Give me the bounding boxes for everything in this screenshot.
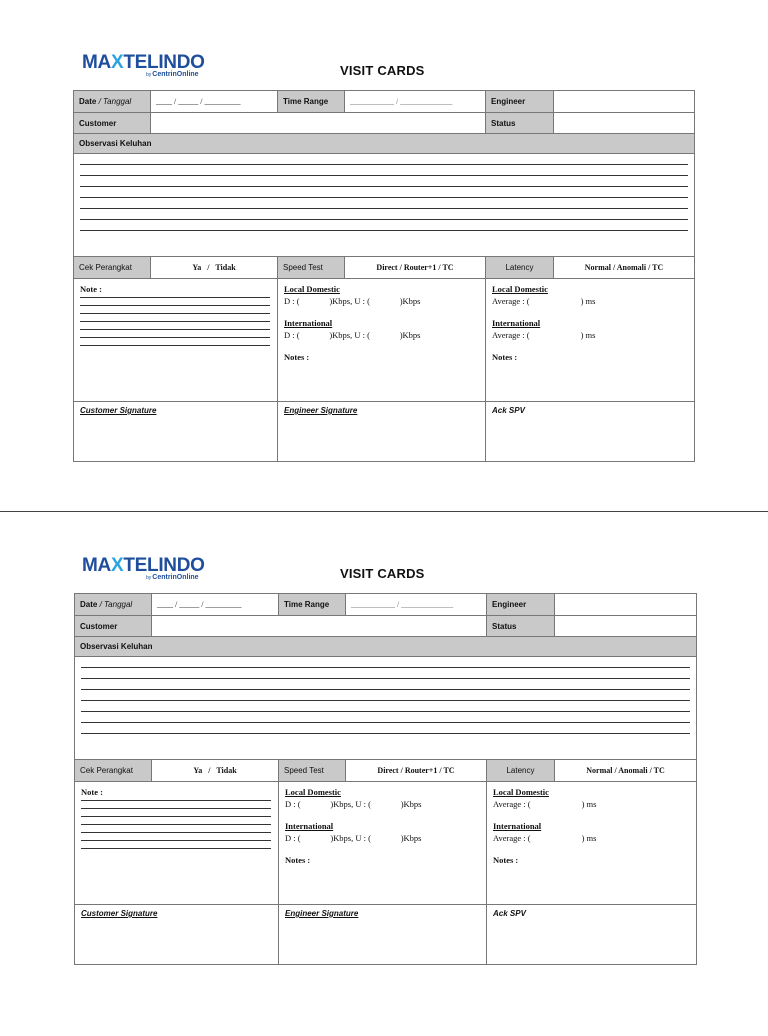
time-range-label: Time Range — [278, 91, 345, 113]
logo-subtitle: CentrinOnline — [152, 574, 199, 581]
note-label: Note : — [80, 284, 102, 294]
note-field[interactable] — [75, 782, 279, 905]
date-label: Date / Tanggal — [75, 594, 152, 616]
latency-label: Latency — [487, 760, 555, 782]
latency-label: Latency — [486, 257, 554, 279]
engineer-label: Engineer — [486, 91, 554, 113]
latency-notes-label: Notes : — [493, 855, 519, 865]
cut-line — [0, 511, 768, 512]
observasi-field[interactable] — [75, 657, 697, 760]
engineer-signature[interactable]: Engineer Signature — [279, 905, 487, 965]
visit-form-table — [74, 593, 697, 965]
speed-test-options[interactable]: Direct / Router+1 / TC — [345, 257, 486, 279]
form-title: VISIT CARDS — [340, 63, 425, 78]
date-field[interactable]: ____ / _____ / _________ — [151, 91, 278, 113]
engineer-field[interactable] — [555, 594, 697, 616]
local-domestic-heading: Local Domestic — [284, 284, 340, 294]
logo-text-a: MA — [82, 52, 111, 73]
latency-local-heading: Local Domestic — [492, 284, 548, 294]
latency-options[interactable]: Normal / Anomali / TC — [555, 760, 697, 782]
customer-label: Customer — [75, 616, 152, 637]
customer-label: Customer — [74, 113, 151, 134]
date-field[interactable]: ____ / _____ / _________ — [152, 594, 279, 616]
time-range-field[interactable]: ___________ / _____________ — [345, 91, 486, 113]
local-speed-line[interactable]: D : ( )Kbps, U : ( )Kbps — [284, 296, 421, 306]
logo-text-a: MA — [82, 555, 111, 576]
latency-notes-label: Notes : — [492, 352, 518, 362]
time-range-label: Time Range — [279, 594, 346, 616]
cek-perangkat-label: Cek Perangkat — [74, 257, 151, 279]
engineer-signature[interactable]: Engineer Signature — [278, 402, 486, 462]
latency-international-line[interactable]: Average : ( ) ms — [492, 330, 596, 340]
international-heading: International — [285, 821, 334, 831]
status-field[interactable] — [555, 616, 697, 637]
company-logo — [82, 53, 212, 81]
logo-text-b: TELINDO — [123, 52, 205, 73]
local-speed-line[interactable]: D : ( )Kbps, U : ( )Kbps — [285, 799, 422, 809]
speed-test-options[interactable]: Direct / Router+1 / TC — [346, 760, 487, 782]
customer-signature[interactable]: Customer Signature — [75, 905, 279, 965]
speed-notes-label: Notes : — [284, 352, 310, 362]
international-heading: International — [284, 318, 333, 328]
logo-by: by — [146, 575, 152, 581]
latency-options[interactable]: Normal / Anomali / TC — [554, 257, 695, 279]
visit-card-1 — [0, 53, 768, 533]
latency-results[interactable] — [486, 279, 695, 402]
visit-form-table — [73, 90, 695, 462]
latency-international-heading: International — [492, 318, 541, 328]
customer-signature[interactable]: Customer Signature — [74, 402, 278, 462]
international-speed-line[interactable]: D : ( )Kbps, U : ( )Kbps — [285, 833, 422, 843]
latency-results[interactable] — [487, 782, 697, 905]
customer-field[interactable] — [151, 113, 486, 134]
note-field[interactable] — [74, 279, 278, 402]
cek-perangkat-options[interactable]: Ya / Tidak — [152, 760, 279, 782]
logo-subtitle: CentrinOnline — [152, 71, 199, 78]
observasi-label: Observasi Keluhan — [74, 134, 695, 154]
latency-international-heading: International — [493, 821, 542, 831]
note-label: Note : — [81, 787, 103, 797]
international-speed-line[interactable]: D : ( )Kbps, U : ( )Kbps — [284, 330, 421, 340]
logo-text-b: TELINDO — [123, 555, 205, 576]
ack-spv[interactable]: Ack SPV — [487, 905, 697, 965]
engineer-field[interactable] — [554, 91, 695, 113]
cek-perangkat-label: Cek Perangkat — [75, 760, 152, 782]
observasi-label: Observasi Keluhan — [75, 637, 697, 657]
latency-local-line[interactable]: Average : ( ) ms — [492, 296, 596, 306]
customer-field[interactable] — [152, 616, 487, 637]
form-title: VISIT CARDS — [340, 566, 425, 581]
date-label: Date / Tanggal — [74, 91, 151, 113]
logo-x-mark: X — [110, 52, 124, 73]
speed-test-label: Speed Test — [278, 257, 345, 279]
visit-card-2 — [0, 556, 768, 1036]
speed-test-label: Speed Test — [279, 760, 346, 782]
engineer-label: Engineer — [487, 594, 555, 616]
local-domestic-heading: Local Domestic — [285, 787, 341, 797]
observasi-field[interactable] — [74, 154, 695, 257]
cek-perangkat-options[interactable]: Ya / Tidak — [151, 257, 278, 279]
time-range-field[interactable]: ___________ / _____________ — [346, 594, 487, 616]
speed-results[interactable] — [279, 782, 487, 905]
status-label: Status — [487, 616, 555, 637]
logo-by: by — [146, 72, 152, 78]
status-label: Status — [486, 113, 554, 134]
status-field[interactable] — [554, 113, 695, 134]
latency-international-line[interactable]: Average : ( ) ms — [493, 833, 597, 843]
latency-local-line[interactable]: Average : ( ) ms — [493, 799, 597, 809]
speed-results[interactable] — [278, 279, 486, 402]
ack-spv[interactable]: Ack SPV — [486, 402, 695, 462]
speed-notes-label: Notes : — [285, 855, 311, 865]
latency-local-heading: Local Domestic — [493, 787, 549, 797]
company-logo — [82, 556, 212, 584]
logo-x-mark: X — [110, 555, 124, 576]
